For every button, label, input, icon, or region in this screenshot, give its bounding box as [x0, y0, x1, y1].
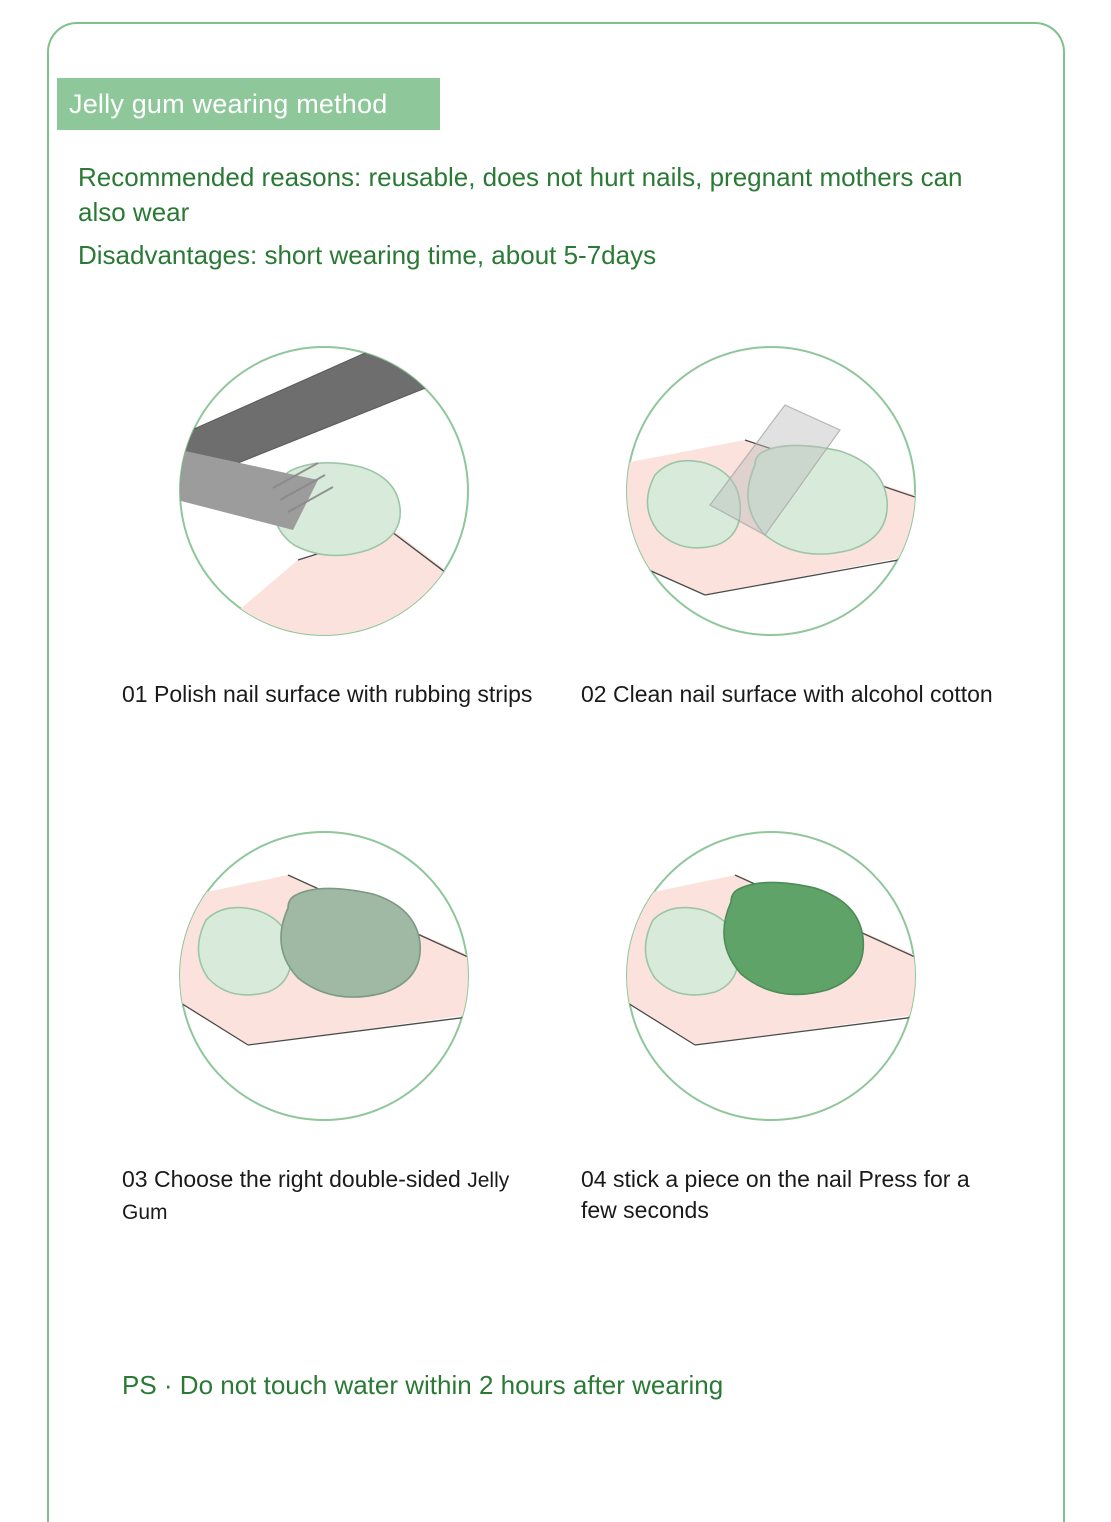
step-03-illustration	[178, 830, 470, 1122]
disadvantages-text: Disadvantages: short wearing time, about 5-7days	[78, 240, 657, 270]
recommended-reasons-text: Recommended reasons: reusable, does not hurt nails, pregnant mothers can also wear	[78, 162, 963, 227]
step-02-illustration	[625, 345, 917, 637]
step-item-03	[78, 830, 543, 1228]
step-01-caption: 01 Polish nail surface with rubbing strips	[122, 681, 533, 707]
step-item-04	[533, 830, 998, 1226]
step-03-caption-main: 03 Choose the right double-sided	[122, 1166, 468, 1192]
step-03-caption	[78, 1164, 542, 1228]
step-04-caption: 04 stick a piece on the nail Press for a few seconds	[581, 1166, 970, 1223]
page-title: Jelly gum wearing method	[69, 88, 388, 119]
intro-text-block	[78, 160, 978, 273]
footer-note: PS · Do not touch water within 2 hours after wearing	[122, 1370, 724, 1400]
step-03-caption-small: Jelly Gum	[122, 1169, 510, 1224]
step-04-illustration	[625, 830, 917, 1122]
step-01-illustration	[178, 345, 470, 637]
step-item-01	[78, 345, 543, 710]
step-02-caption: 02 Clean nail surface with alcohol cotton	[581, 681, 993, 707]
step-item-02	[533, 345, 998, 710]
section-title-tag	[57, 78, 440, 130]
